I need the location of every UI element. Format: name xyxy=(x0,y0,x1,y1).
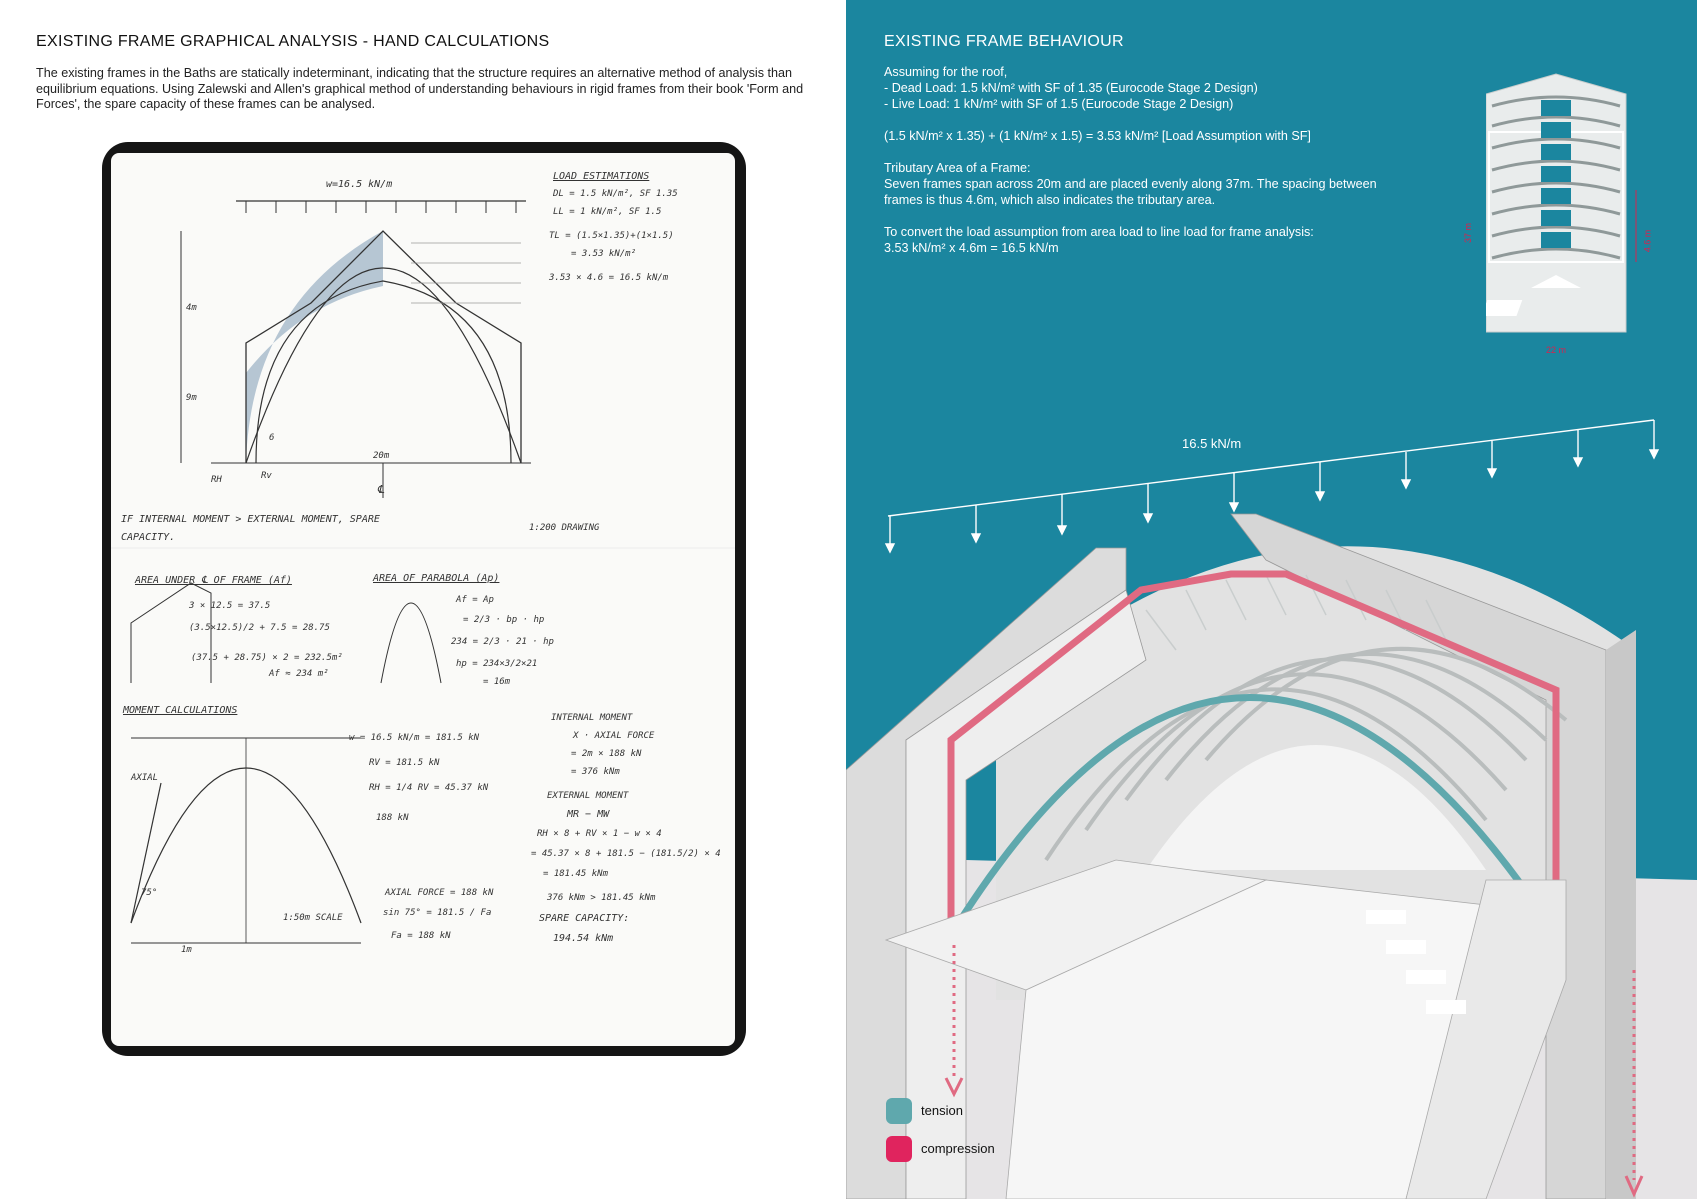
sketch-area-line: (37.5 + 28.75) × 2 = 232.5m² xyxy=(191,653,343,663)
sketch-load-top: w=16.5 kN/m xyxy=(326,179,393,190)
sketch-small-label: 75° xyxy=(141,888,158,898)
note-line: Seven frames span across 20m and are placed evenly along 37m. The spacing between xyxy=(884,177,1377,191)
note-line: - Live Load: 1 kN/m² with SF of 1.5 (Eurocode Stage 2 Design) xyxy=(884,97,1234,111)
sketch-moment-line: w = 16.5 kN/m = 181.5 kN xyxy=(349,733,480,743)
sketch-area-title: AREA UNDER ℄ OF FRAME (Af) xyxy=(135,575,292,586)
sketch-load-est-line: LL = 1 kN/m², SF 1.5 xyxy=(553,207,662,217)
left-panel xyxy=(0,0,846,1199)
sketch-moment-line: Fa = 188 kN xyxy=(391,931,451,941)
sketch-load-est-line: = 3.53 kN/m² xyxy=(571,249,637,259)
note-line: Assuming for the roof, xyxy=(884,65,1008,79)
sketch-dim-label: 6 xyxy=(269,433,275,443)
plan-dim-width: 22 m xyxy=(1546,345,1567,355)
sketch-load-est-line: 3.53 × 4.6 = 16.5 kN/m xyxy=(549,273,669,283)
sketch-dim-label: 20m xyxy=(373,451,390,461)
sketch-internal-line: 376 kNm > 181.45 kNm xyxy=(547,893,656,903)
note-line: (1.5 kN/m² x 1.35) + (1 kN/m² x 1.5) = 3.53 kN/m² [Load Assumption with SF] xyxy=(884,129,1311,143)
sketch-parabola-line: Af = Ap xyxy=(456,595,494,605)
right-title: EXISTING FRAME BEHAVIOUR xyxy=(884,33,1124,50)
sketch-parabola-line: hp = 234×3/2×21 xyxy=(456,659,538,669)
sketch-area-line: Af ≈ 234 m² xyxy=(269,669,329,679)
sketch-internal-line: INTERNAL MOMENT xyxy=(551,713,633,723)
plan-dim-spacing: 4.6 m xyxy=(1642,229,1653,253)
sketch-internal-line: SPARE CAPACITY: xyxy=(539,913,630,924)
note-line: frames is thus 4.6m, which also indicates the tributary area. xyxy=(884,193,1216,207)
sketch-internal-line: RH × 8 + RV × 1 − w × 4 xyxy=(537,829,662,839)
legend-label-tension: tension xyxy=(921,1103,963,1118)
legend-swatch-compression xyxy=(886,1136,912,1162)
sketch-dim-label: RH xyxy=(211,475,222,485)
intro-paragraph: The existing frames in the Baths are statically indeterminant, indicating that the structure requires an alternative method of analysis than equilibrium equations. Using Zalewski and Allen's graphical method of understanding behaviours in rigid frames from their book 'Form and Forces', the spare capacity of these frames can be analysed. xyxy=(36,66,804,111)
sketch-if-note: IF INTERNAL MOMENT > EXTERNAL MOMENT, SPARE CAPACITY. xyxy=(121,514,380,543)
sketch-sheet xyxy=(102,142,746,1056)
sketch-dim-label: 4m xyxy=(186,303,197,313)
sketch-moment-title: MOMENT CALCULATIONS xyxy=(123,705,238,716)
load-label: 16.5 kN/m xyxy=(1182,436,1242,451)
sketch-dim-label: ℄ xyxy=(377,483,385,496)
note-line: - Dead Load: 1.5 kN/m² with SF of 1.35 (Eurocode Stage 2 Design) xyxy=(884,81,1258,95)
note-line: Tributary Area of a Frame: xyxy=(884,161,1031,175)
sketch-paper xyxy=(111,153,735,1046)
sketch-area-line: 3 × 12.5 = 37.5 xyxy=(189,601,271,611)
sketch-small-label: 188 kN xyxy=(376,813,409,823)
sketch-internal-line: X · AXIAL FORCE xyxy=(573,731,655,741)
sketch-parabola-title: AREA OF PARABOLA (Ap) xyxy=(373,573,500,584)
legend-label-compression: compression xyxy=(921,1141,995,1156)
sketch-scale-note: 1:200 DRAWING xyxy=(529,523,600,533)
sketch-internal-line: = 45.37 × 8 + 181.5 − (181.5/2) × 4 xyxy=(531,849,721,859)
sketch-internal-line: = 376 kNm xyxy=(571,767,620,777)
sketch-parabola-line: = 16m xyxy=(483,677,511,687)
frame-axonometric xyxy=(846,0,1697,1199)
sketch-load-est-title: LOAD ESTIMATIONS xyxy=(553,171,650,182)
sketch-parabola-line: = 2/3 · bp · hp xyxy=(463,615,545,625)
sketch-internal-line: MR − MW xyxy=(567,809,610,820)
sketch-moment-line: AXIAL FORCE = 188 kN xyxy=(385,888,494,898)
legend-swatch-tension xyxy=(886,1098,912,1124)
sketch-small-label: 1m xyxy=(181,945,192,955)
sketch-internal-line: 194.54 kNm xyxy=(553,933,614,944)
sketch-load-est-line: TL = (1.5×1.35)+(1×1.5) xyxy=(549,231,674,241)
sketch-small-label: 1:50m SCALE xyxy=(283,913,343,923)
sketch-dim-label: 9m xyxy=(186,393,197,403)
sketch-small-label: AXIAL xyxy=(131,773,159,783)
right-panel xyxy=(846,0,1697,1199)
sketch-moment-line: RH = 1/4 RV = 45.37 kN xyxy=(369,783,489,793)
note-line: 3.53 kN/m² x 4.6m = 16.5 kN/m xyxy=(884,241,1059,255)
sketch-area-line: (3.5×12.5)/2 + 7.5 = 28.75 xyxy=(189,623,330,633)
left-title: EXISTING FRAME GRAPHICAL ANALYSIS - HAND CALCULATIONS xyxy=(36,33,550,50)
note-line: To convert the load assumption from area load to line load for frame analysis: xyxy=(884,225,1314,239)
sketch-internal-line: = 181.45 kNm xyxy=(543,869,609,879)
sketch-dim-label: Rv xyxy=(261,471,272,481)
sketch-moment-line: sin 75° = 181.5 / Fa xyxy=(383,908,492,918)
plan-dim-length: 37 m xyxy=(1463,222,1474,244)
sketch-moment-line: RV = 181.5 kN xyxy=(369,758,440,768)
sketch-internal-line: = 2m × 188 kN xyxy=(571,749,642,759)
sketch-internal-line: EXTERNAL MOMENT xyxy=(547,791,629,801)
sketch-parabola-line: 234 = 2/3 · 21 · hp xyxy=(451,637,554,647)
sketch-load-est-line: DL = 1.5 kN/m², SF 1.35 xyxy=(553,189,678,199)
